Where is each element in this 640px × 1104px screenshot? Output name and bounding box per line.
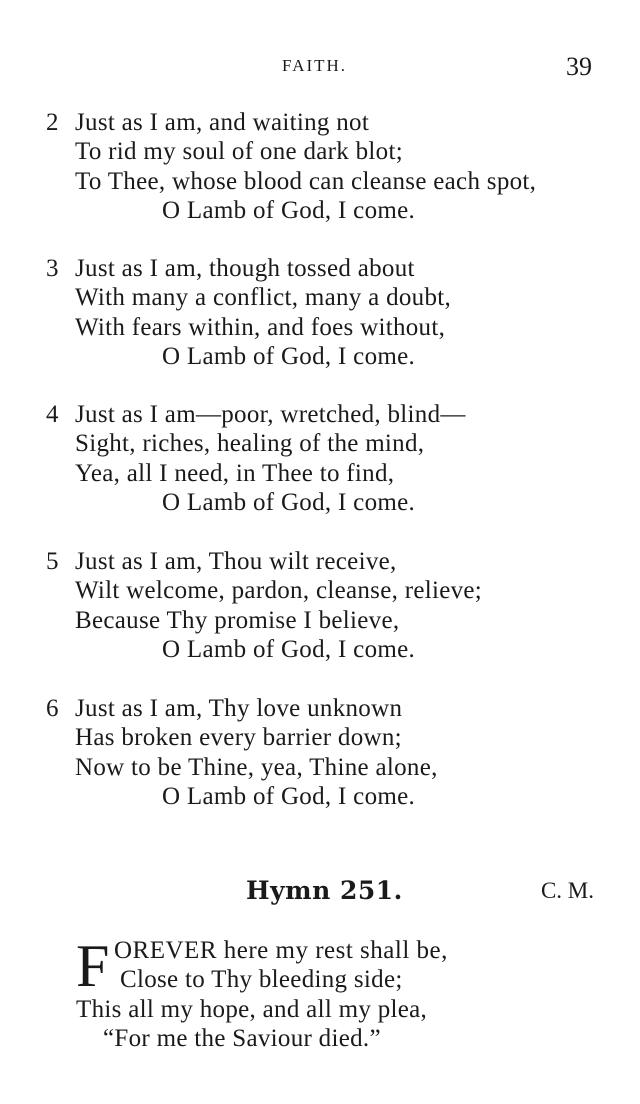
stanza-line bbox=[46, 167, 606, 196]
stanza-line bbox=[46, 576, 606, 605]
stanza-refrain bbox=[46, 342, 606, 371]
stanza-6 bbox=[46, 694, 606, 812]
stanza-line-text: Because Thy promise I believe, bbox=[75, 606, 400, 634]
refrain-text: O Lamb of God, I come. bbox=[162, 636, 416, 664]
stanza-line bbox=[46, 137, 606, 166]
hymn-meter: C. M. bbox=[540, 878, 594, 903]
stanza-refrain bbox=[46, 635, 606, 664]
stanza-line-text: Wilt welcome, pardon, cleanse, relieve; bbox=[75, 577, 483, 605]
stanza-line-text: Now to be Thine, yea, Thine alone, bbox=[75, 753, 438, 781]
hymn-line-text: Close to Thy bleeding side; bbox=[120, 966, 403, 994]
stanza-number: 5 bbox=[46, 548, 59, 575]
stanza-2 bbox=[46, 108, 606, 226]
stanza-line-text: Just as I am, and waiting not bbox=[75, 109, 370, 136]
stanza-line bbox=[46, 753, 606, 782]
hymn-line bbox=[76, 965, 616, 994]
stanza-line-text: To rid my soul of one dark blot; bbox=[75, 138, 403, 166]
stanza-line bbox=[46, 694, 606, 723]
hymn-title: Hymn 251. bbox=[246, 876, 403, 905]
stanza-number: 2 bbox=[46, 109, 59, 136]
page-number: 39 bbox=[566, 52, 592, 81]
drop-cap: F bbox=[76, 933, 110, 999]
stanza-5 bbox=[46, 547, 606, 665]
stanza-refrain bbox=[46, 196, 606, 225]
stanza-line bbox=[46, 108, 606, 137]
refrain-text: O Lamb of God, I come. bbox=[162, 343, 416, 371]
stanza-line bbox=[46, 606, 606, 635]
hymn-line-text: OREVER here my rest shall be, bbox=[114, 937, 448, 964]
hymn-line-text: “For me the Saviour died.” bbox=[103, 1025, 381, 1053]
hymn-line-text: This all my hope, and all my plea, bbox=[76, 995, 428, 1023]
stanza-line bbox=[46, 254, 606, 283]
stanza-number: 4 bbox=[46, 401, 59, 428]
stanza-refrain bbox=[46, 488, 606, 517]
hymn-body bbox=[76, 933, 616, 1054]
running-title: FAITH. bbox=[282, 56, 348, 75]
stanza-line bbox=[46, 400, 606, 429]
stanza-line bbox=[46, 547, 606, 576]
stanza-line-text: With fears within, and foes without, bbox=[75, 313, 446, 341]
refrain-text: O Lamb of God, I come. bbox=[162, 783, 416, 811]
refrain-text: O Lamb of God, I come. bbox=[162, 489, 416, 517]
stanza-line-text: With many a conflict, many a doubt, bbox=[75, 284, 452, 312]
stanza-line-text: Yea, all I need, in Thee to find, bbox=[75, 459, 395, 487]
stanza-number: 3 bbox=[46, 255, 59, 282]
stanza-line-text: Sight, riches, healing of the mind, bbox=[75, 430, 425, 458]
stanza-line-text: To Thee, whose blood can cleanse each spot, bbox=[75, 167, 537, 195]
running-head bbox=[0, 52, 640, 82]
stanza-3 bbox=[46, 254, 606, 372]
hymn-line bbox=[76, 1024, 616, 1053]
stanza-line-text: Just as I am, Thy love unknown bbox=[75, 695, 403, 722]
stanza-line bbox=[46, 429, 606, 458]
refrain-text: O Lamb of God, I come. bbox=[162, 197, 416, 225]
hymn-header bbox=[0, 872, 640, 912]
stanza-line bbox=[46, 723, 606, 752]
stanza-line bbox=[46, 459, 606, 488]
stanza-line-text: Just as I am, Thou wilt receive, bbox=[75, 548, 397, 575]
stanza-line-text: Just as I am, though tossed about bbox=[75, 255, 415, 282]
stanza-line bbox=[46, 283, 606, 312]
stanza-4 bbox=[46, 400, 606, 518]
stanza-line-text: Just as I am—poor, wretched, blind— bbox=[75, 401, 466, 428]
stanza-number: 6 bbox=[46, 695, 59, 722]
stanza-refrain bbox=[46, 782, 606, 811]
hymn-line bbox=[76, 995, 616, 1024]
stanza-line-text: Has broken every barrier down; bbox=[75, 724, 402, 752]
stanza-line bbox=[46, 313, 606, 342]
